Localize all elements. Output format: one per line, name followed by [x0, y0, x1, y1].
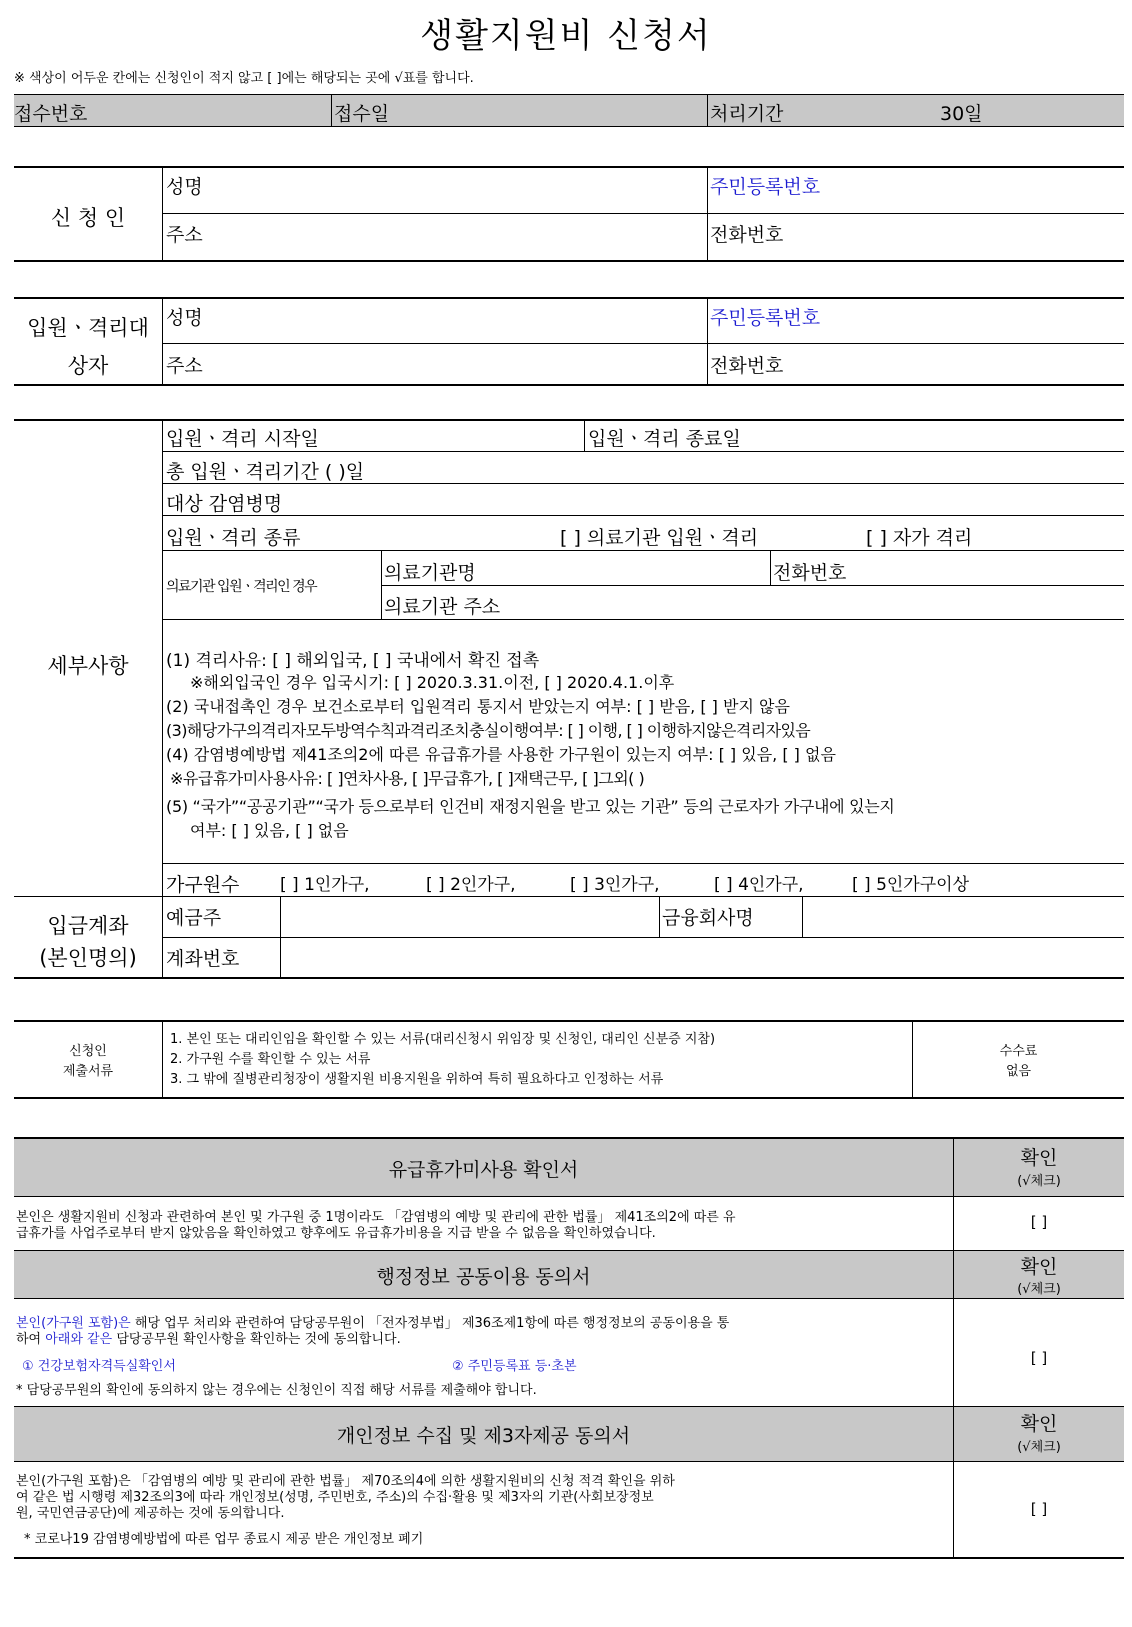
notice-text: ※ 색상이 어두운 칸에는 신청인이 적지 않고 [ ]에는 해당되는 곳에 √표를 합니다. — [14, 71, 474, 86]
applicant-rrn-field[interactable]: 주민등록번호 — [710, 176, 821, 198]
document-3: 3. 그 밖에 질병관리청장이 생활지원 비용지원을 위하여 특히 필요하다고 인정하는 서류 — [170, 1072, 664, 1087]
consent2-line2-rest: 담당공무원 확인사항을 확인하는 것에 동의합니다. — [112, 1332, 401, 1347]
isolation-type-label: 입원ㆍ격리 종류 — [166, 527, 301, 549]
hospital-address-field[interactable]: 의료기관 주소 — [384, 596, 501, 618]
patient-address-field[interactable]: 주소 — [166, 355, 203, 377]
consent2-line3: * 담당공무원의 확인에 동의하지 않는 경우에는 신청인이 직접 해당 서류를 제출해야 합니다. — [16, 1383, 537, 1398]
consent3-checkbox[interactable]: [ ] — [1030, 1500, 1048, 1518]
document-2: 2. 가구원 수를 확인할 수 있는 서류 — [170, 1052, 371, 1067]
bank-heading-2: (본인명의) — [39, 946, 137, 970]
fee-value: 없음 — [1005, 1064, 1032, 1079]
details-heading: 세부사항 — [47, 654, 129, 678]
question-5-sub[interactable]: 여부: [ ] 있음, [ ] 없음 — [190, 821, 349, 840]
receipt-no-label: 접수번호 — [14, 103, 88, 125]
consent3-check-label: 확인 — [1020, 1413, 1058, 1435]
end-date-field[interactable]: 입원ㆍ격리 종료일 — [588, 428, 741, 450]
receipt-date-label: 접수일 — [334, 103, 390, 125]
consent3-line1: 본인(가구원 포함)은 「감염병의 예방 및 관리에 관한 법률」 제70조의4에 의한 생활지원비의 신청 적격 확인을 위하 — [16, 1474, 675, 1489]
start-date-field[interactable]: 입원ㆍ격리 시작일 — [166, 428, 319, 450]
consent1-checkbox[interactable]: [ ] — [1030, 1213, 1048, 1231]
applicant-address-field[interactable]: 주소 — [166, 224, 203, 246]
consent3-title: 개인정보 수집 및 제3자제공 동의서 — [336, 1425, 631, 1447]
consent1-check-label: 확인 — [1020, 1147, 1058, 1169]
page-title: 생활지원비 신청서 — [420, 16, 712, 56]
question-4[interactable]: (4) 감염병예방법 제41조의2에 따른 유급휴가를 사용한 가구원이 있는지 여부: [ ] 있음, [ ] 없음 — [166, 745, 836, 764]
applicant-phone-field[interactable]: 전화번호 — [710, 224, 784, 246]
household-label: 가구원수 — [166, 874, 240, 896]
question-3[interactable]: (3)해당가구의격리자모두방역수칙과격리조치충실이행여부: [ ] 이행, [ ] 이행하지않은격리자있음 — [166, 721, 811, 740]
consent2-check-sub: (√체크) — [1017, 1282, 1061, 1297]
consent1-title: 유급휴가미사용 확인서 — [388, 1159, 579, 1181]
processing-days: 30일 — [940, 103, 983, 125]
fee-label: 수수료 — [999, 1044, 1038, 1059]
consent2-line1-rest: 해당 업무 처리와 관련하여 담당공무원이 「전자정부법」 제36조제1항에 따른 행정정보의 공동이용을 통 — [130, 1316, 730, 1331]
consent2-line2-highlight: 아래와 같은 — [45, 1332, 113, 1347]
processing-period-label: 처리기간 — [710, 103, 784, 125]
consent2-item-2: ② 주민등록표 등·초본 — [452, 1359, 577, 1374]
household-5-checkbox[interactable]: [ ] 5인가구이상 — [852, 875, 969, 895]
account-number-label: 계좌번호 — [166, 948, 240, 970]
consent1-line2: 급휴가를 사업주로부터 받지 않았음을 확인하였고 향후에도 유급휴가비용을 지급 받을 수 없음을 확인하였습니다. — [16, 1226, 656, 1241]
patient-name-field[interactable]: 성명 — [166, 307, 203, 329]
applicant-name-field[interactable]: 성명 — [166, 176, 203, 198]
consent2-line1-highlight: 본인(가구원 포함)은 — [16, 1316, 131, 1331]
isolation-type-home-checkbox[interactable]: [ ] 자가 격리 — [866, 527, 973, 549]
consent3-line4: * 코로나19 감염병예방법에 따른 업무 종료시 제공 받은 개인정보 폐기 — [24, 1532, 424, 1547]
question-4-sub[interactable]: ※유급휴가미사용사유: [ ]연차사용, [ ]무급휴가, [ ]재택근무, [ ]그외( ) — [170, 769, 645, 788]
hospital-phone-field[interactable]: 전화번호 — [773, 562, 847, 584]
consent1-line1: 본인은 생활지원비 신청과 관련하여 본인 및 가구원 중 1명이라도 「감염병의 예방 및 관리에 관한 법률」 제41조의2에 따른 유 — [16, 1210, 736, 1225]
household-3-checkbox[interactable]: [ ] 3인가구, — [570, 875, 660, 895]
patient-rrn-field[interactable]: 주민등록번호 — [710, 307, 821, 329]
patient-heading-1: 입원ㆍ격리대 — [27, 316, 149, 340]
isolation-type-hospital-checkbox[interactable]: [ ] 의료기관 입원ㆍ격리 — [560, 527, 759, 549]
disease-field[interactable]: 대상 감염병명 — [166, 493, 283, 515]
consent1-check-sub: (√체크) — [1017, 1174, 1061, 1189]
question-5[interactable]: (5) “국가”“공공기관”“국가 등으로부터 인건비 재정지원을 받고 있는 기관” 등의 근로자가 가구내에 있는지 — [166, 797, 895, 816]
consent2-item-1: ① 건강보험자격득실확인서 — [22, 1359, 176, 1374]
household-2-checkbox[interactable]: [ ] 2인가구, — [426, 875, 516, 895]
consent2-checkbox[interactable]: [ ] — [1030, 1349, 1048, 1367]
hospital-name-field[interactable]: 의료기관명 — [384, 562, 476, 584]
documents-heading-2: 제출서류 — [62, 1064, 114, 1079]
consent3-check-sub: (√체크) — [1017, 1440, 1061, 1455]
consent2-line2-start: 하여 — [16, 1332, 46, 1347]
consent3-line2: 여 같은 법 시행령 제32조의3에 따라 개인정보(성명, 주민번호, 주소)의 수집·활용 및 제3자의 기관(사회보장정보 — [16, 1490, 654, 1505]
consent3-line3: 원, 국민연금공단)에 제공하는 것에 동의합니다. — [16, 1506, 285, 1521]
question-1[interactable]: (1) 격리사유: [ ] 해외입국, [ ] 국내에서 확진 접촉 — [166, 651, 540, 671]
account-holder-label: 예금주 — [166, 907, 222, 929]
medical-case-label: 의료기관 입원ㆍ격리인 경우 — [166, 579, 317, 595]
bank-name-label: 금융회사명 — [662, 907, 754, 929]
patient-heading-2: 상자 — [67, 354, 109, 378]
documents-heading-1: 신청인 — [69, 1044, 107, 1059]
bank-heading-1: 입금계좌 — [47, 914, 129, 938]
applicant-heading: 신 청 인 — [50, 206, 126, 230]
document-1: 1. 본인 또는 대리인임을 확인할 수 있는 서류(대리신청시 위임장 및 신청인, 대리인 신분증 지참) — [170, 1032, 716, 1047]
question-2[interactable]: (2) 국내접촉인 경우 보건소로부터 입원격리 통지서 받았는지 여부: [ ] 받음, [ ] 받지 않음 — [166, 697, 790, 716]
consent2-line2 — [16, 1328, 401, 1347]
total-period-field[interactable]: 총 입원ㆍ격리기간 ( )일 — [166, 461, 365, 483]
consent2-check-label: 확인 — [1020, 1256, 1058, 1278]
question-1-sub[interactable]: ※해외입국인 경우 입국시기: [ ] 2020.3.31.이전, [ ] 2020.4.1.이후 — [190, 673, 675, 692]
household-4-checkbox[interactable]: [ ] 4인가구, — [714, 875, 804, 895]
patient-phone-field[interactable]: 전화번호 — [710, 355, 784, 377]
consent2-title: 행정정보 공동이용 동의서 — [376, 1266, 591, 1288]
household-1-checkbox[interactable]: [ ] 1인가구, — [280, 875, 370, 895]
